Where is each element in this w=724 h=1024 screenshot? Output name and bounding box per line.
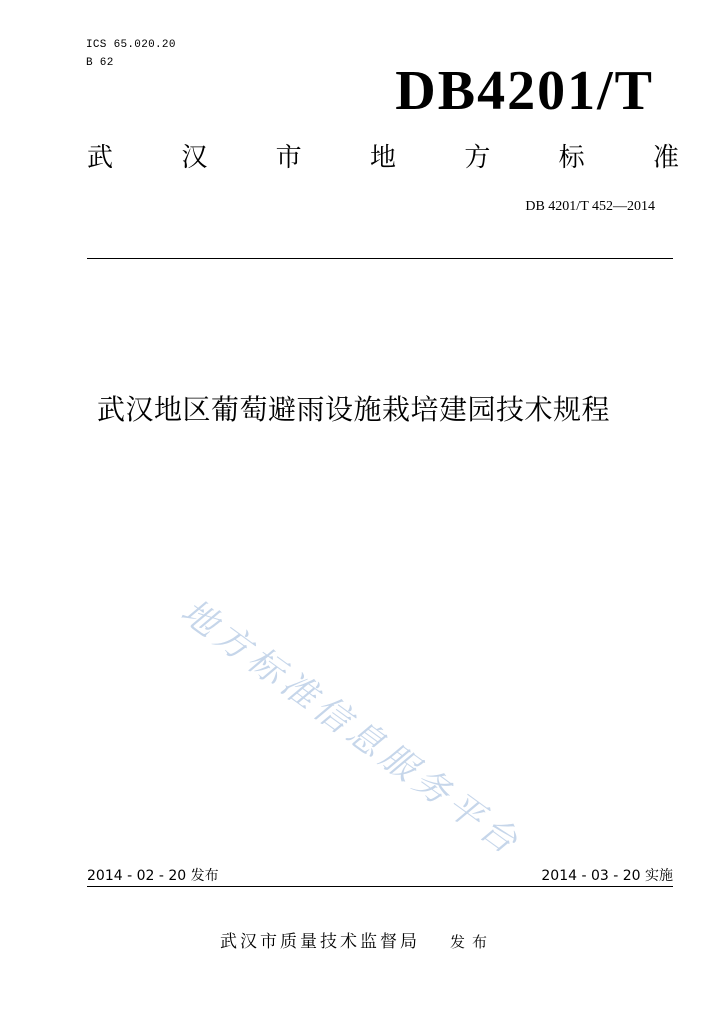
category-char: 汉 <box>181 143 208 173</box>
category-char: 准 <box>652 143 679 173</box>
issue-date: 2014 - 02 - 20 发布 <box>87 868 219 884</box>
category-char: 方 <box>464 143 491 173</box>
publisher-line <box>0 930 724 954</box>
ccs-code: B 62 <box>86 57 114 69</box>
watermark: 地方标准信息服务平台 <box>173 591 529 865</box>
category-char: 标 <box>558 143 585 173</box>
header-divider <box>87 258 673 259</box>
publish-label: 发布 <box>449 933 494 951</box>
standard-mark: DB4201/T <box>395 60 654 122</box>
ics-code: ICS 65.020.20 <box>86 39 176 51</box>
standard-number: DB 4201/T 452—2014 <box>525 199 655 214</box>
category-char: 市 <box>275 143 302 173</box>
implementation-date: 2014 - 03 - 20 实施 <box>541 868 673 884</box>
category-char: 武 <box>87 143 114 173</box>
document-title: 武汉地区葡萄避雨设施栽培建园技术规程 <box>96 393 610 426</box>
standard-category <box>87 140 679 176</box>
category-char: 地 <box>369 143 396 173</box>
issuing-authority: 武汉市质量技术监督局 <box>219 932 420 952</box>
footer-divider <box>87 886 673 887</box>
